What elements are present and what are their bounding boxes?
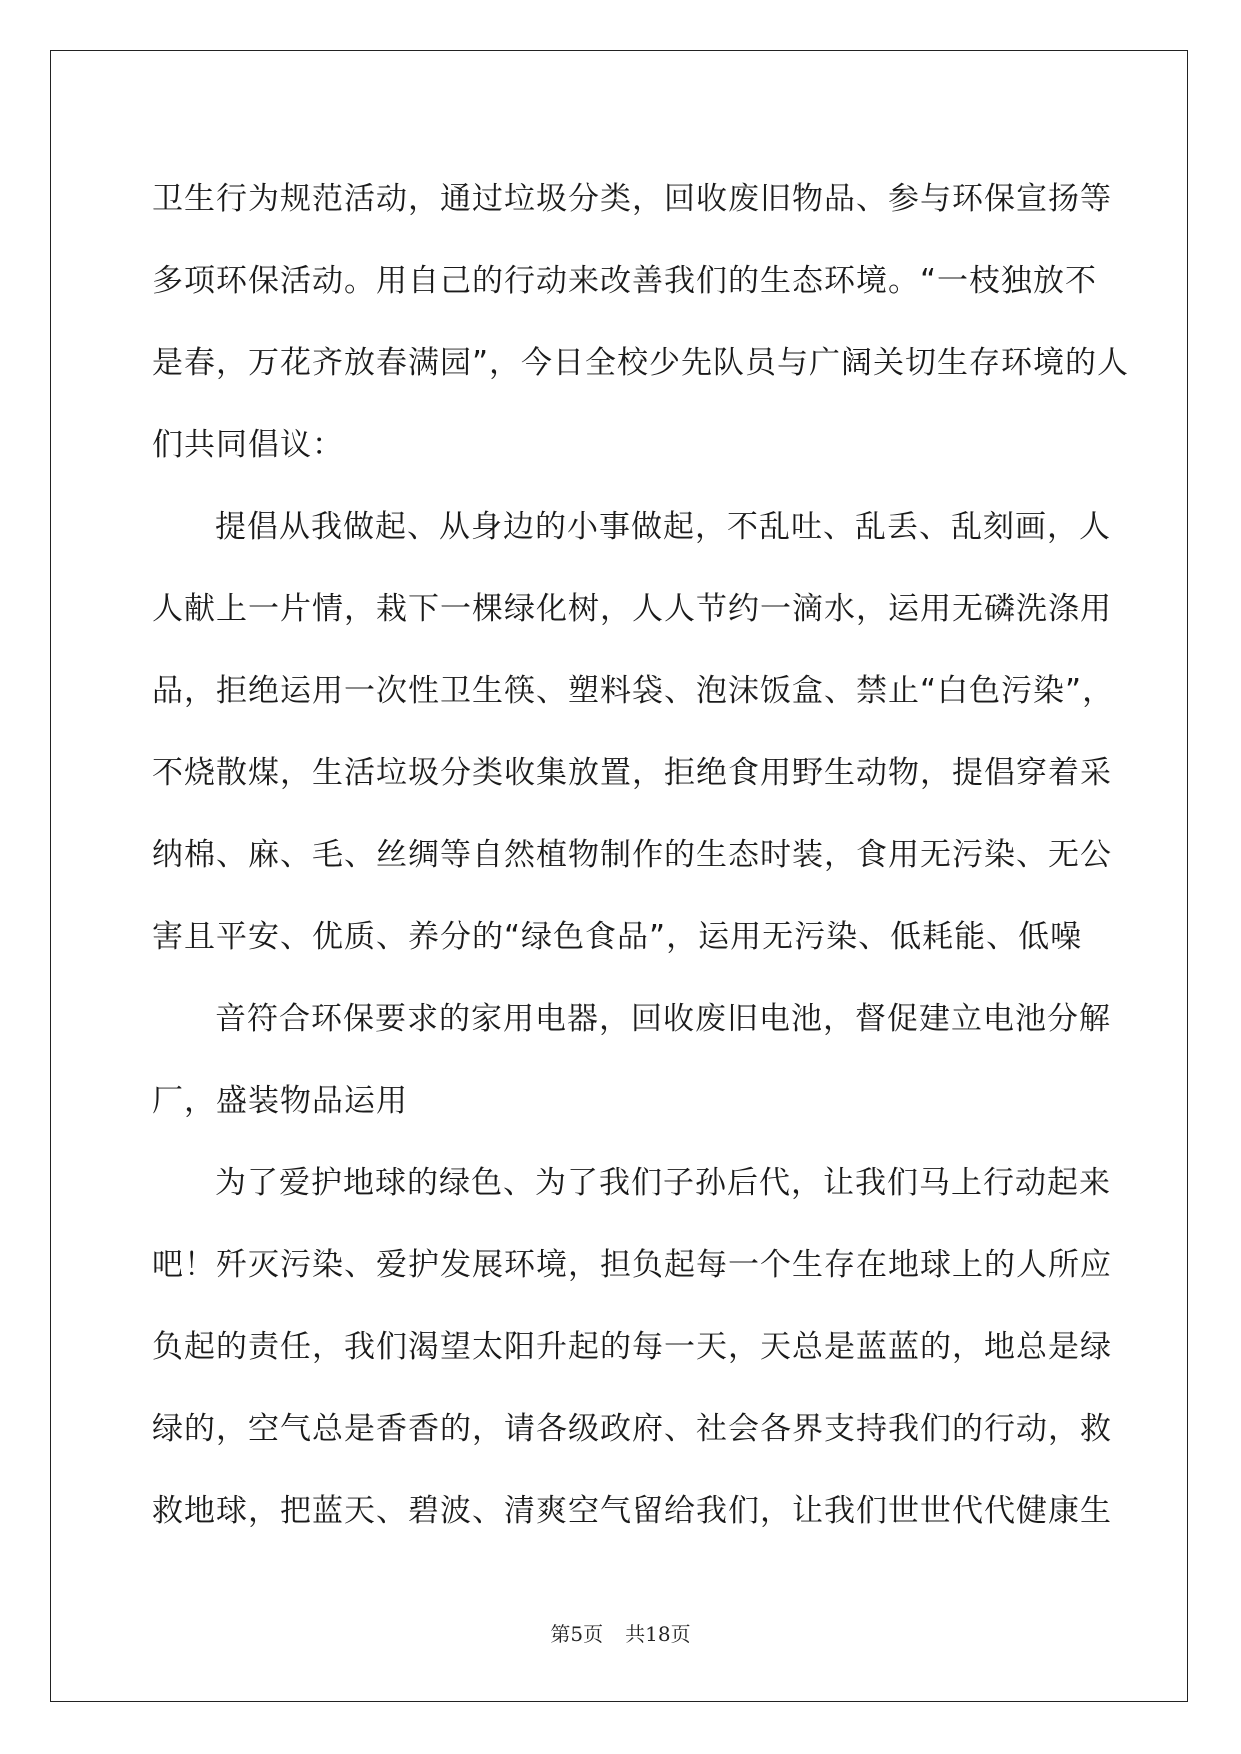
text-line: 是春，万花齐放春满园”，今日全校少先队员与广阔关切生存环境的人 <box>152 345 1130 381</box>
text-line: 厂，盛装物品运用 <box>152 1083 408 1119</box>
page-total: 共18页 <box>625 1622 691 1646</box>
document-body <box>152 158 1130 1552</box>
text-line: 吧！歼灭污染、爱护发展环境，担负起每一个生存在地球上的人所应 <box>152 1247 1112 1283</box>
text-line: 绿的，空气总是香香的，请各级政府、社会各界支持我们的行动，救 <box>152 1411 1112 1447</box>
paragraph-start-line: 提倡从我做起、从身边的小事做起，不乱吐、乱丢、乱刻画，人 <box>215 509 1111 545</box>
text-line: 不烧散煤，生活垃圾分类收集放置，拒绝食用野生动物，提倡穿着采 <box>152 755 1112 791</box>
page-footer <box>0 1618 1241 1647</box>
text-line: 负起的责任，我们渴望太阳升起的每一天，天总是蓝蓝的，地总是绿 <box>152 1329 1112 1365</box>
text-line: 纳棉、麻、毛、丝绸等自然植物制作的生态时装，食用无污染、无公 <box>152 837 1112 873</box>
text-line: 人献上一片情，栽下一棵绿化树，人人节约一滴水，运用无磷洗涤用 <box>152 591 1112 627</box>
text-line: 们共同倡议： <box>152 427 344 463</box>
paragraph-start-line: 音符合环保要求的家用电器，回收废旧电池，督促建立电池分解 <box>215 1001 1111 1037</box>
text-line: 救地球，把蓝天、碧波、清爽空气留给我们，让我们世世代代健康生 <box>152 1493 1112 1529</box>
text-line: 卫生行为规范活动，通过垃圾分类，回收废旧物品、参与环保宣扬等 <box>152 181 1112 217</box>
page-number: 第5页 <box>550 1622 604 1646</box>
text-line: 害且平安、优质、养分的“绿色食品”，运用无污染、低耗能、低噪 <box>152 919 1083 955</box>
text-line: 品，拒绝运用一次性卫生筷、塑料袋、泡沫饭盒、禁止“白色污染”， <box>152 673 1115 709</box>
paragraph-start-line: 为了爱护地球的绿色、为了我们子孙后代，让我们马上行动起来 <box>215 1165 1111 1201</box>
text-line: 多项环保活动。用自己的行动来改善我们的生态环境。“一枝独放不 <box>152 263 1098 299</box>
